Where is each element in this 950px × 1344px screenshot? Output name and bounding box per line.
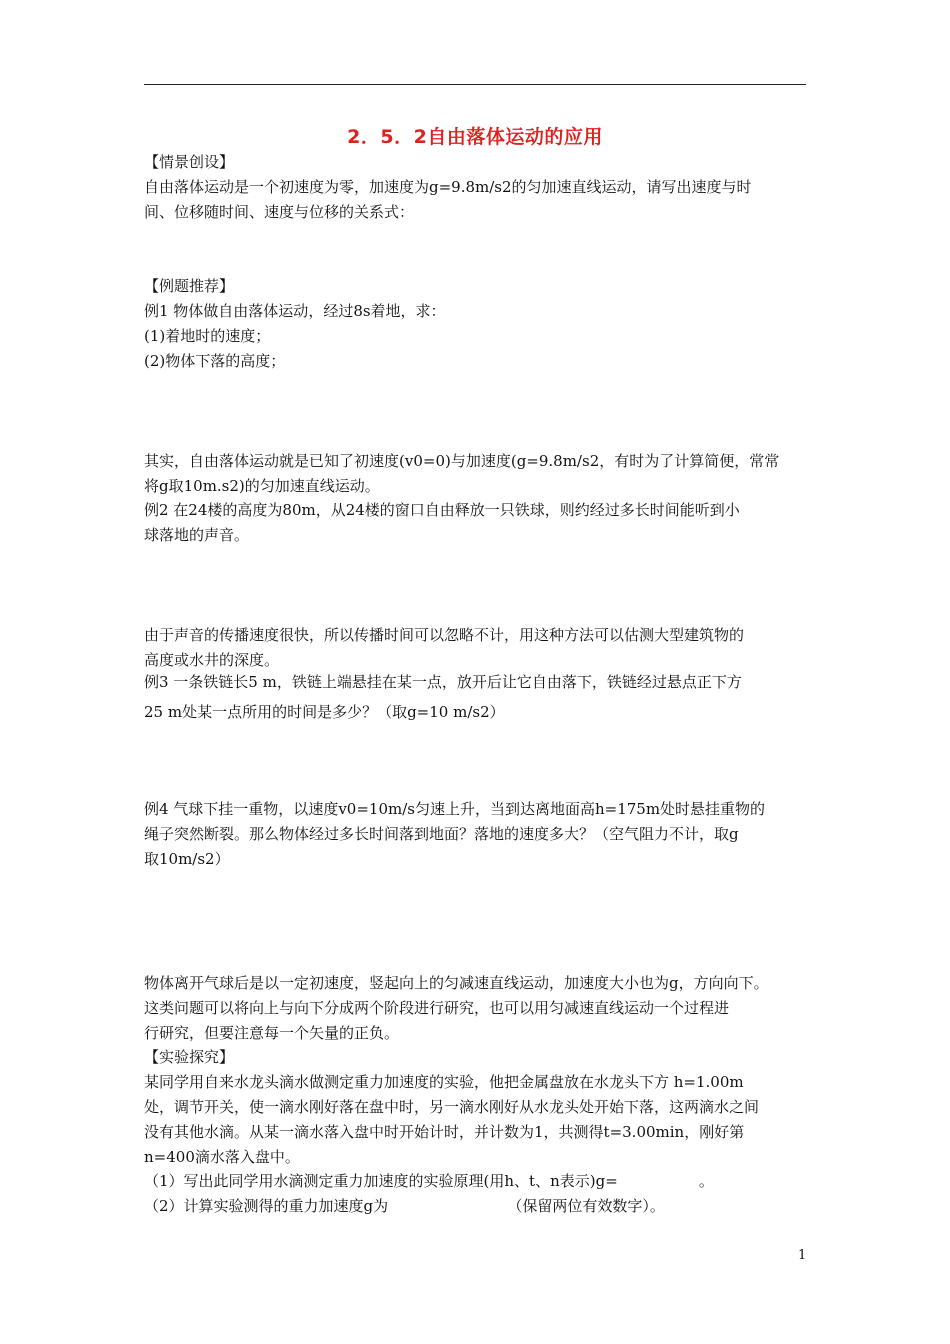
page-number: 1 [798, 1248, 807, 1263]
text-line: (1)着地时的速度； [144, 327, 271, 345]
text-line: 行研究，但要注意每一个矢量的正负。 [144, 1024, 400, 1042]
text-line: (2)物体下落的高度； [144, 352, 286, 370]
text-line: 25 m处某一点所用的时间是多少？（取g=10 m/s2） [144, 703, 505, 721]
text-line: n=400滴水落入盘中。 [144, 1148, 300, 1166]
text-line: 物体离开气球后是以一定初速度，竖起向上的匀减速直线运动，加速度大小也为g，方向向下。 [144, 974, 769, 992]
text-line: 球落地的声音。 [144, 526, 250, 544]
section-heading-experiment: 【实验探究】 [144, 1048, 235, 1066]
section-heading-scenario: 【情景创设】 [144, 153, 235, 171]
example-3: 例3 一条铁链长5 m，铁链上端悬挂在某一点，放开后让它自由落下，铁链经过悬点正下方 [144, 673, 742, 691]
text-line: 其实，自由落体运动就是已知了初速度(v0=0)与加速度(g=9.8m/s2，有时为了计算简便，常常 [144, 452, 780, 470]
page-title: 2．5．2自由落体运动的应用 [347, 126, 603, 148]
text-line: 没有其他水滴。从某一滴水落入盘中时开始计时，并计数为1，共测得t=3.00min，刚好第 [144, 1123, 745, 1141]
text-line: 高度或水井的深度。 [144, 651, 280, 669]
example-4: 例4 气球下挂一重物，以速度v0=10m/s匀速上升，当到达离地面高h=175m处时悬挂重物的 [144, 800, 766, 818]
text-line: 间、位移随时间、速度与位移的关系式： [144, 203, 415, 221]
example-2: 例2 在24楼的高度为80m，从24楼的窗口自由释放一只铁球，则约经过多长时间能听到小 [144, 501, 740, 519]
section-heading-examples: 【例题推荐】 [144, 277, 235, 295]
text-line: 由于声音的传播速度很快，所以传播时间可以忽略不计，用这种方法可以估测大型建筑物的 [144, 626, 745, 644]
text-line: 取10m/s2） [144, 850, 230, 868]
text-line: 将g取10m.s2)的匀加速直线运动。 [144, 477, 380, 495]
text-line: 处，调节开关，使一滴水刚好落在盘中时，另一滴水刚好从水龙头处开始下落，这两滴水之间 [144, 1098, 760, 1116]
text-line: 绳子突然断裂。那么物体经过多长时间落到地面？落地的速度多大？（空气阻力不计，取g [144, 825, 739, 843]
question-1: （1）写出此同学用水滴测定重力加速度的实验原理(用h、t、n表示)g= 。 [144, 1172, 714, 1190]
text-line: 自由落体运动是一个初速度为零，加速度为g=9.8m/s2的匀加速直线运动，请写出速度与时 [144, 178, 752, 196]
text-line: 这类问题可以将向上与向下分成两个阶段进行研究，也可以用匀减速直线运动一个过程进 [144, 999, 730, 1017]
example-1: 例1 物体做自由落体运动，经过8s着地，求： [144, 302, 446, 320]
text-line: 某同学用自来水龙头滴水做测定重力加速度的实验，他把金属盘放在水龙头下方 h=1.00m [144, 1073, 744, 1091]
question-2: （2）计算实验测得的重力加速度g为 （保留两位有效数字）。 [144, 1197, 665, 1215]
header-rule [144, 84, 806, 85]
